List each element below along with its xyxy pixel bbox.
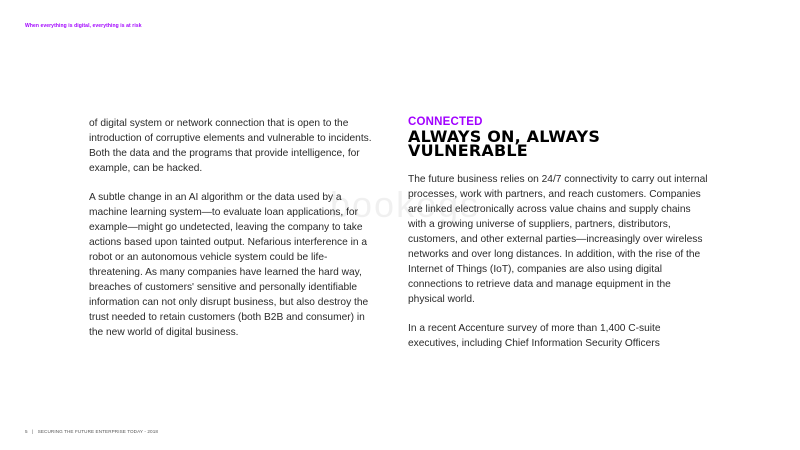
footer-separator: | — [32, 429, 34, 434]
section-headline: ALWAYS ON, ALWAYS VULNERABLE — [408, 127, 601, 160]
body-paragraph: A subtle change in an AI algorithm or the data used by a machine learning system—to evaluate loan applications, for example—might go undetected, leaving the company to take actions based upon tainted output. Nefarious interference in a robot or an autonomous vehicle system could be life-threatening. As many companies have learned the hard way, breaches of customers' sensitive and personally identifiable information can not only disrupt business, but also destroy the trust needed to retain customers (both B2B and consumer) in the new world of digital business. — [89, 192, 369, 338]
footer-document-title: SECURING THE FUTURE ENTERPRISE TODAY - 2018 — [37, 429, 159, 434]
watermark: bookogs — [330, 184, 481, 225]
page-footer — [25, 429, 158, 434]
body-paragraph: of digital system or network connection that is open to the introduction of corruptive elements and vulnerable to incidents. Both the data and the programs that provide intelligence, for example, can be hacked. — [89, 118, 372, 174]
page-number: 5 — [25, 429, 28, 434]
body-paragraph: The future business relies on 24/7 connectivity to carry out internal processes, work with partners, and reach customers. Companies are linked electronically across value chains and supply chains with a growing universe of suppliers, partners, distributors, customers, and other external parties—increasingly over wireless networks and over long distances. In addition, with the rise of the Internet of Things (IoT), companies are also using digital connections to retrieve data and manage equipment in the physical world. — [408, 174, 708, 305]
running-header: When everything is digital, everything is at risk — [25, 23, 142, 29]
section-kicker: CONNECTED — [408, 116, 483, 128]
left-column — [89, 116, 379, 340]
right-column — [408, 116, 708, 351]
body-paragraph: In a recent Accenture survey of more than 1,400 C-suite executives, including Chief Information Security Officers — [408, 323, 661, 349]
